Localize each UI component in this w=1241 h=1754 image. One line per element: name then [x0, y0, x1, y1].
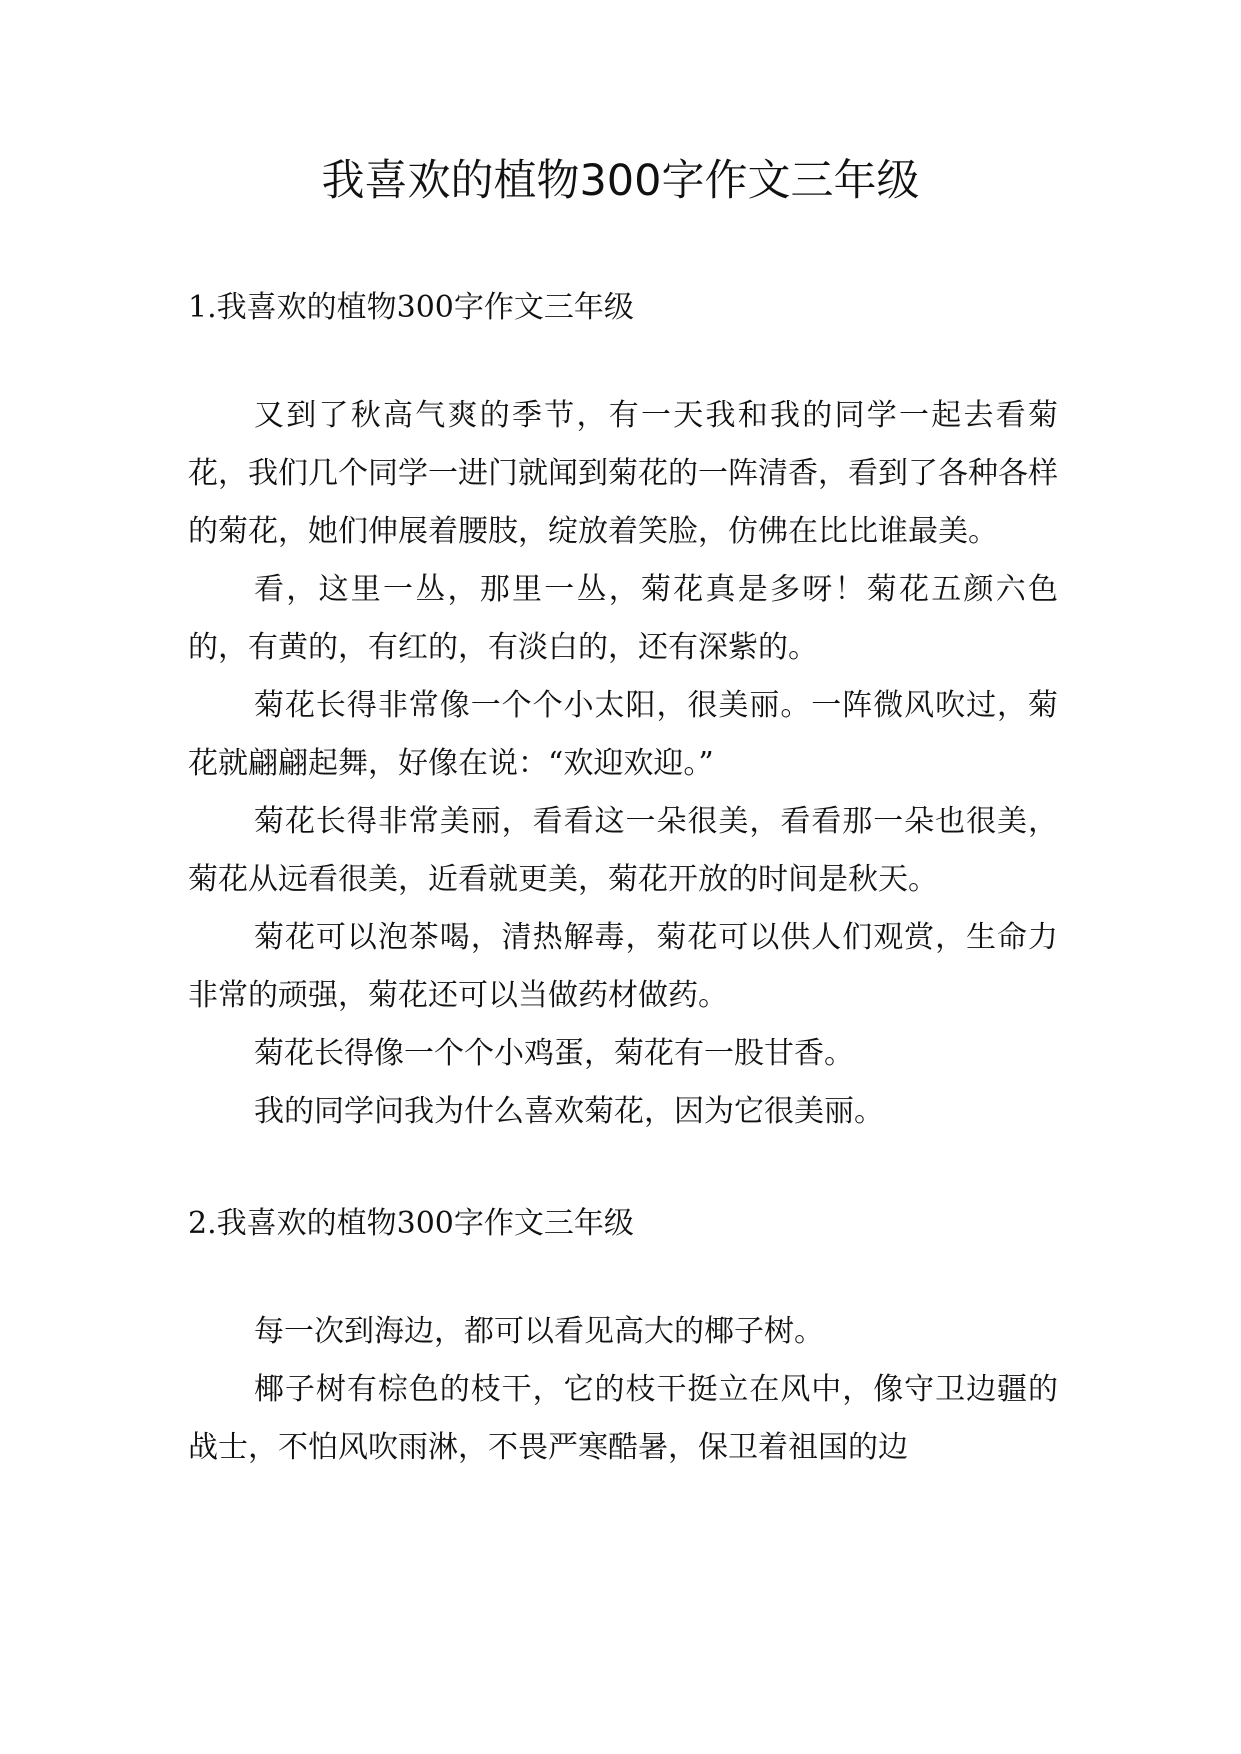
spacer	[188, 337, 1058, 387]
section-heading: 2.我喜欢的植物300字作文三年级	[188, 1206, 634, 1241]
essay-section	[188, 1195, 1058, 1477]
paragraph: 菊花可以泡茶喝，清热解毒，菊花可以供人们观赏，生命力非常的顽强，菊花还可以当做药材做药。	[188, 920, 1058, 1013]
paragraph: 看，这里一丛，那里一丛，菊花真是多呀！菊花五颜六色的，有黄的，有红的，有淡白的，还有深紫的。	[188, 572, 1058, 665]
paragraph: 每一次到海边，都可以看见高大的椰子树。	[254, 1314, 824, 1349]
paragraph: 菊花长得像一个个小鸡蛋，菊花有一股甘香。	[254, 1036, 854, 1071]
document-body	[188, 279, 1058, 1477]
paragraph: 椰子树有棕色的枝干，它的枝干挺立在风中，像守卫边疆的战士，不怕风吹雨淋，不畏严寒酷暑，保卫着祖国的边	[188, 1372, 1058, 1465]
paragraph: 我的同学问我为什么喜欢菊花，因为它很美丽。	[254, 1094, 884, 1129]
paragraph: 菊花长得非常美丽，看看这一朵很美，看看那一朵也很美，菊花从远看很美，近看就更美，菊花开放的时间是秋天。	[188, 804, 1058, 897]
spacer	[188, 1253, 1058, 1303]
section-heading: 1.我喜欢的植物300字作文三年级	[188, 290, 634, 325]
paragraph: 又到了秋高气爽的季节，有一天我和我的同学一起去看菊花，我们几个同学一进门就闻到菊花的一阵清香，看到了各种各样的菊花，她们伸展着腰肢，绽放着笑脸，仿佛在比比谁最美。	[188, 398, 1058, 549]
essay-section	[188, 279, 1058, 1141]
spacer	[188, 1141, 1058, 1195]
document-title: 我喜欢的植物300字作文三年级	[321, 156, 920, 206]
paragraph: 菊花长得非常像一个个小太阳，很美丽。一阵微风吹过，菊花就翩翩起舞，好像在说：“欢迎欢迎。”	[188, 688, 1058, 781]
